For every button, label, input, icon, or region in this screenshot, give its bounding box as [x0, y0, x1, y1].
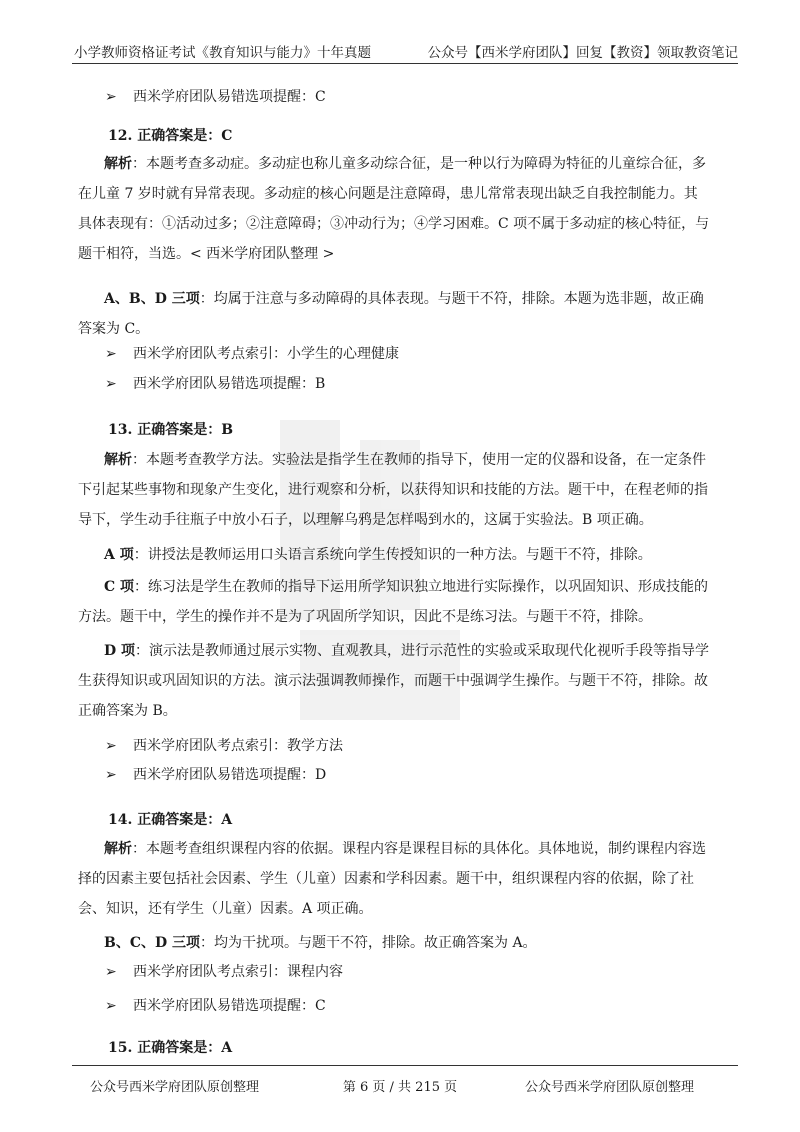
- footer-divider: [72, 1065, 738, 1066]
- q14-options-note: B、C、D 三项：均为干扰项。与题干不符，排除。故正确答案为 A。: [104, 935, 537, 951]
- arrow-bullet-icon: ➢: [105, 998, 117, 1014]
- q14-analysis: 解析：本题考查组织课程内容的依据。课程内容是课程目标的具体化。具体地说，制约课程内容选择的因素主要包括社会因素、学生（儿童）因素和学科因素。题干中，组织课程内容的依据，除了社会、知识，还有学生（儿童）因素。A 项正确。: [78, 841, 706, 917]
- page-header: [0, 0, 800, 68]
- q15-answer-heading: 15. 正确答案是：A: [108, 1040, 233, 1056]
- header-right-title: 公众号【西米学府团队】回复【教资】领取教资笔记: [427, 45, 738, 61]
- page-footer: [0, 1052, 800, 1132]
- arrow-bullet-icon: ➢: [105, 89, 117, 105]
- q12-knowledge-point: ➢ 西米学府团队考点索引：小学生的心理健康: [105, 342, 399, 366]
- arrow-bullet-icon: ➢: [105, 767, 117, 783]
- q13-knowledge-point: ➢ 西米学府团队考点索引：教学方法: [105, 734, 343, 758]
- bullet-error-tip: ➢ 西米学府团队易错选项提醒：C: [105, 85, 326, 109]
- q12-analysis: 解析：本题考查多动症。多动症也称儿童多动综合征，是一种以行为障碍为特征的儿童综合征，多在儿童 7 岁时就有异常表现。多动症的核心问题是注意障碍，患儿常常表现出缺乏自我控制能力。其具体表现有：①活动过多；②注意障碍；③冲动行为；④学习困难。C 项不属于多动症的核心特征，与题干相符，当选。< 西米学府团队整理 >: [78, 156, 710, 262]
- q13-option-a: A 项：讲授法是教师运用口头语言系统向学生传授知识的一种方法。与题干不符，排除。: [104, 547, 652, 563]
- header-divider: [72, 63, 738, 64]
- header-left-title: 小学教师资格证考试《教育知识与能力》十年真题: [74, 45, 371, 61]
- q14-answer-heading: 14. 正确答案是：A: [108, 812, 233, 828]
- q12-error-tip: ➢ 西米学府团队易错选项提醒：B: [105, 372, 325, 396]
- q12-answer-heading: 12. 正确答案是：C: [108, 128, 233, 144]
- q13-analysis: 解析：本题考查教学方法。实验法是指学生在教师的指导下，使用一定的仪器和设备，在一定条件下引起某些事物和现象产生变化，进行观察和分析，以获得知识和技能的方法。题干中，在程老师的指导下，学生动手往瓶子中放小石子，以理解乌鸦是怎样喝到水的，这属于实验法。B 项正确。: [78, 452, 708, 528]
- footer-left-text: 公众号西米学府团队原创整理: [90, 1080, 260, 1095]
- q13-option-c: C 项：练习法是学生在教师的指导下运用所学知识独立地进行实际操作，以巩固知识、形成技能的方法。题干中，学生的操作并不是为了巩固所学知识，因此不是练习法。与题干不符，排除。: [78, 579, 709, 625]
- q13-error-tip: ➢ 西米学府团队易错选项提醒：D: [105, 763, 326, 787]
- q14-error-tip: ➢ 西米学府团队易错选项提醒：C: [105, 994, 326, 1018]
- footer-right-text: 公众号西米学府团队原创整理: [524, 1080, 694, 1095]
- q13-answer-heading: 13. 正确答案是：B: [108, 422, 234, 438]
- q14-knowledge-point: ➢ 西米学府团队考点索引：课程内容: [105, 960, 343, 984]
- arrow-bullet-icon: ➢: [105, 346, 117, 362]
- q13-option-d: D 项：演示法是教师通过展示实物、直观教具，进行示范性的实验或采取现代化视听手段等指导学生获得知识或巩固知识的方法。演示法强调教师操作，而题干中强调学生操作。与题干不符，排除。故正确答案为 B。: [78, 643, 710, 719]
- arrow-bullet-icon: ➢: [105, 738, 117, 754]
- page-number: 第 6 页 / 共 215 页: [342, 1080, 458, 1095]
- arrow-bullet-icon: ➢: [105, 376, 117, 392]
- q12-options-note: A、B、D 三项：均属于注意与多动障碍的具体表现。与题干不符，排除。本题为选非题，故正确答案为 C。: [78, 291, 704, 337]
- arrow-bullet-icon: ➢: [105, 964, 117, 980]
